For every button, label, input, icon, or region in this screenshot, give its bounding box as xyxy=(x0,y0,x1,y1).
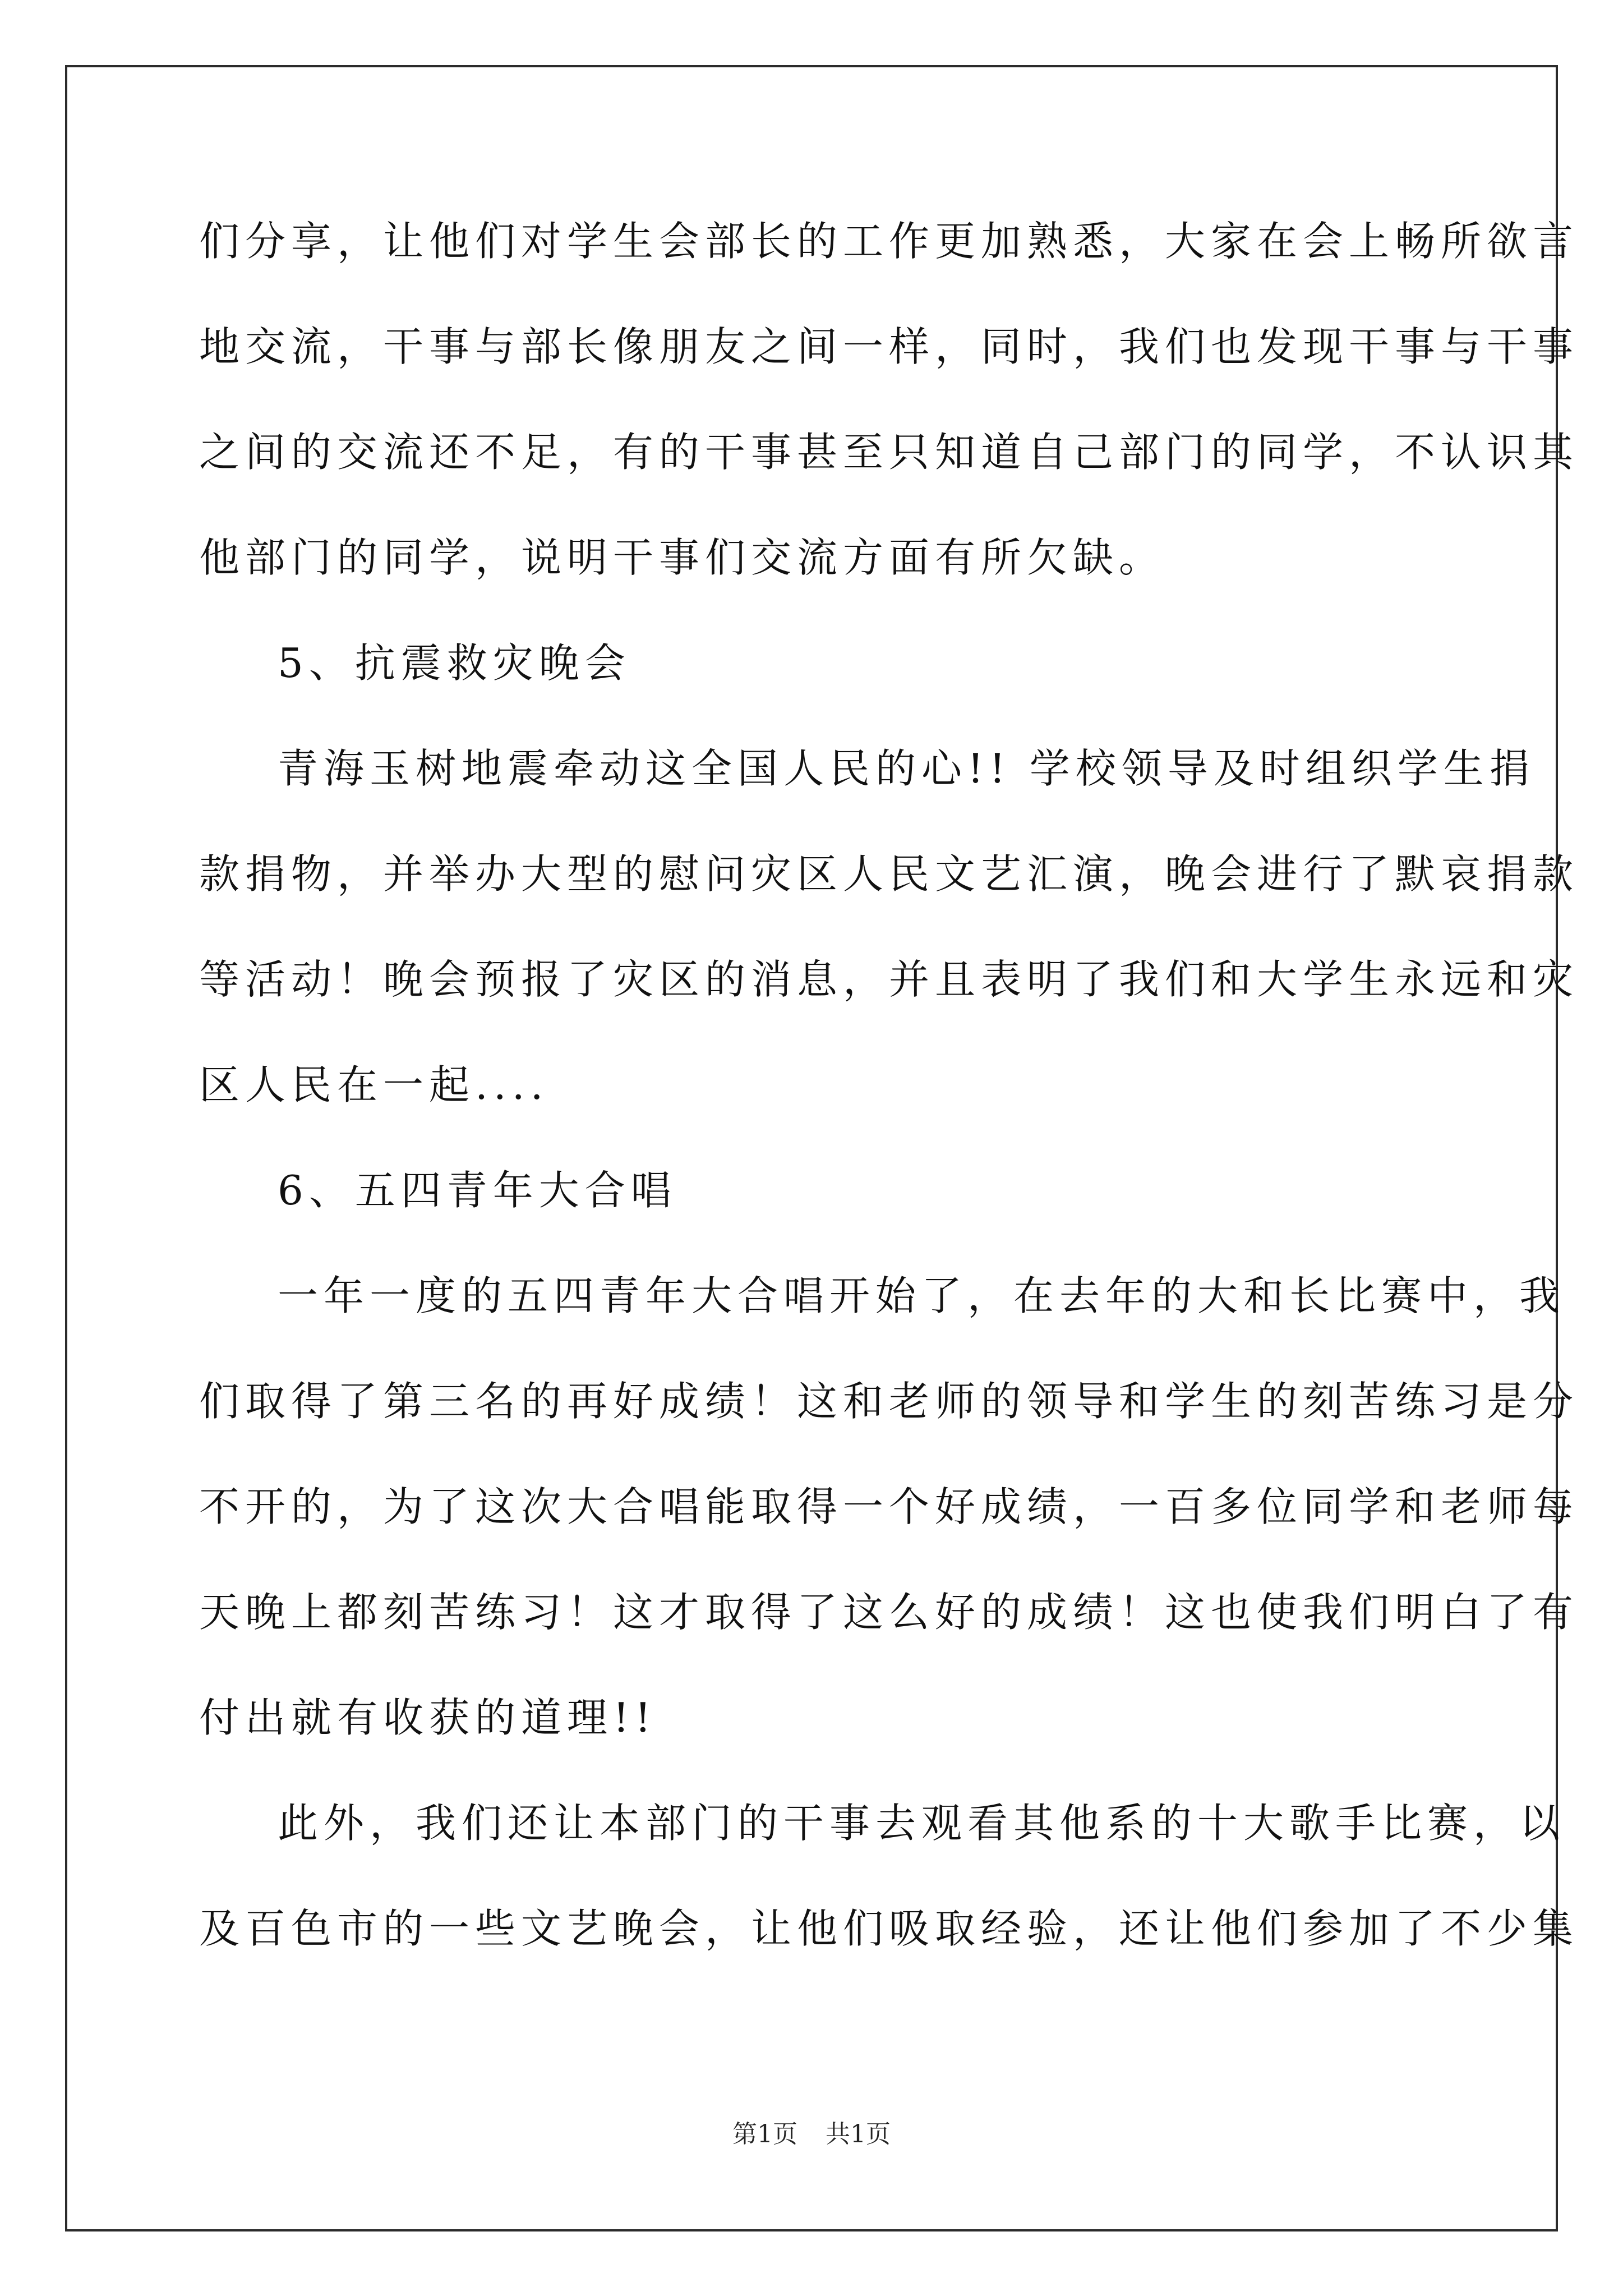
section-heading: 6、五四青年大合唱 xyxy=(278,1167,677,1214)
text-line: 之间的交流还不足，有的干事甚至只知道自己部门的同学，不认识其 xyxy=(199,429,1579,476)
text-line: 青海玉树地震牵动这全国人民的心!! 学校领导及时组织学生捐 xyxy=(278,745,1536,792)
page-number: 第1页 xyxy=(732,2120,797,2148)
section-heading: 5、抗震救灾晚会 xyxy=(278,639,631,687)
text-line: 们取得了第三名的再好成绩！这和老师的领导和学生的刻苦练习是分 xyxy=(199,1378,1579,1425)
text-line: 不开的，为了这次大合唱能取得一个好成绩，一百多位同学和老师每 xyxy=(199,1483,1579,1530)
text-line: 们分享，让他们对学生会部长的工作更加熟悉，大家在会上畅所欲言 xyxy=(199,218,1579,265)
text-line: 付出就有收获的道理!! xyxy=(199,1694,657,1741)
page-total: 共1页 xyxy=(826,2120,891,2148)
page-footer xyxy=(0,2118,1623,2151)
text-line: 一年一度的五四青年大合唱开始了，在去年的大和长比赛中，我 xyxy=(278,1272,1566,1319)
text-line: 款捐物，并举办大型的慰问灾区人民文艺汇演，晚会进行了默哀捐款 xyxy=(199,850,1579,898)
text-line: 此外，我们还让本部门的干事去观看其他系的十大歌手比赛，以 xyxy=(278,1800,1566,1847)
text-line: 他部门的同学，说明干事们交流方面有所欠缺。 xyxy=(199,534,1165,581)
text-line: 地交流，干事与部长像朋友之间一样，同时，我们也发现干事与干事 xyxy=(199,323,1579,370)
text-line: 天晚上都刻苦练习！这才取得了这么好的成绩！这也使我们明白了有 xyxy=(199,1589,1579,1636)
text-line: 等活动！晚会预报了灾区的消息，并且表明了我们和大学生永远和灾 xyxy=(199,956,1579,1003)
text-line: 区人民在一起.... xyxy=(199,1061,549,1108)
text-line: 及百色市的一些文艺晚会，让他们吸取经验，还让他们参加了不少集 xyxy=(199,1905,1579,1952)
